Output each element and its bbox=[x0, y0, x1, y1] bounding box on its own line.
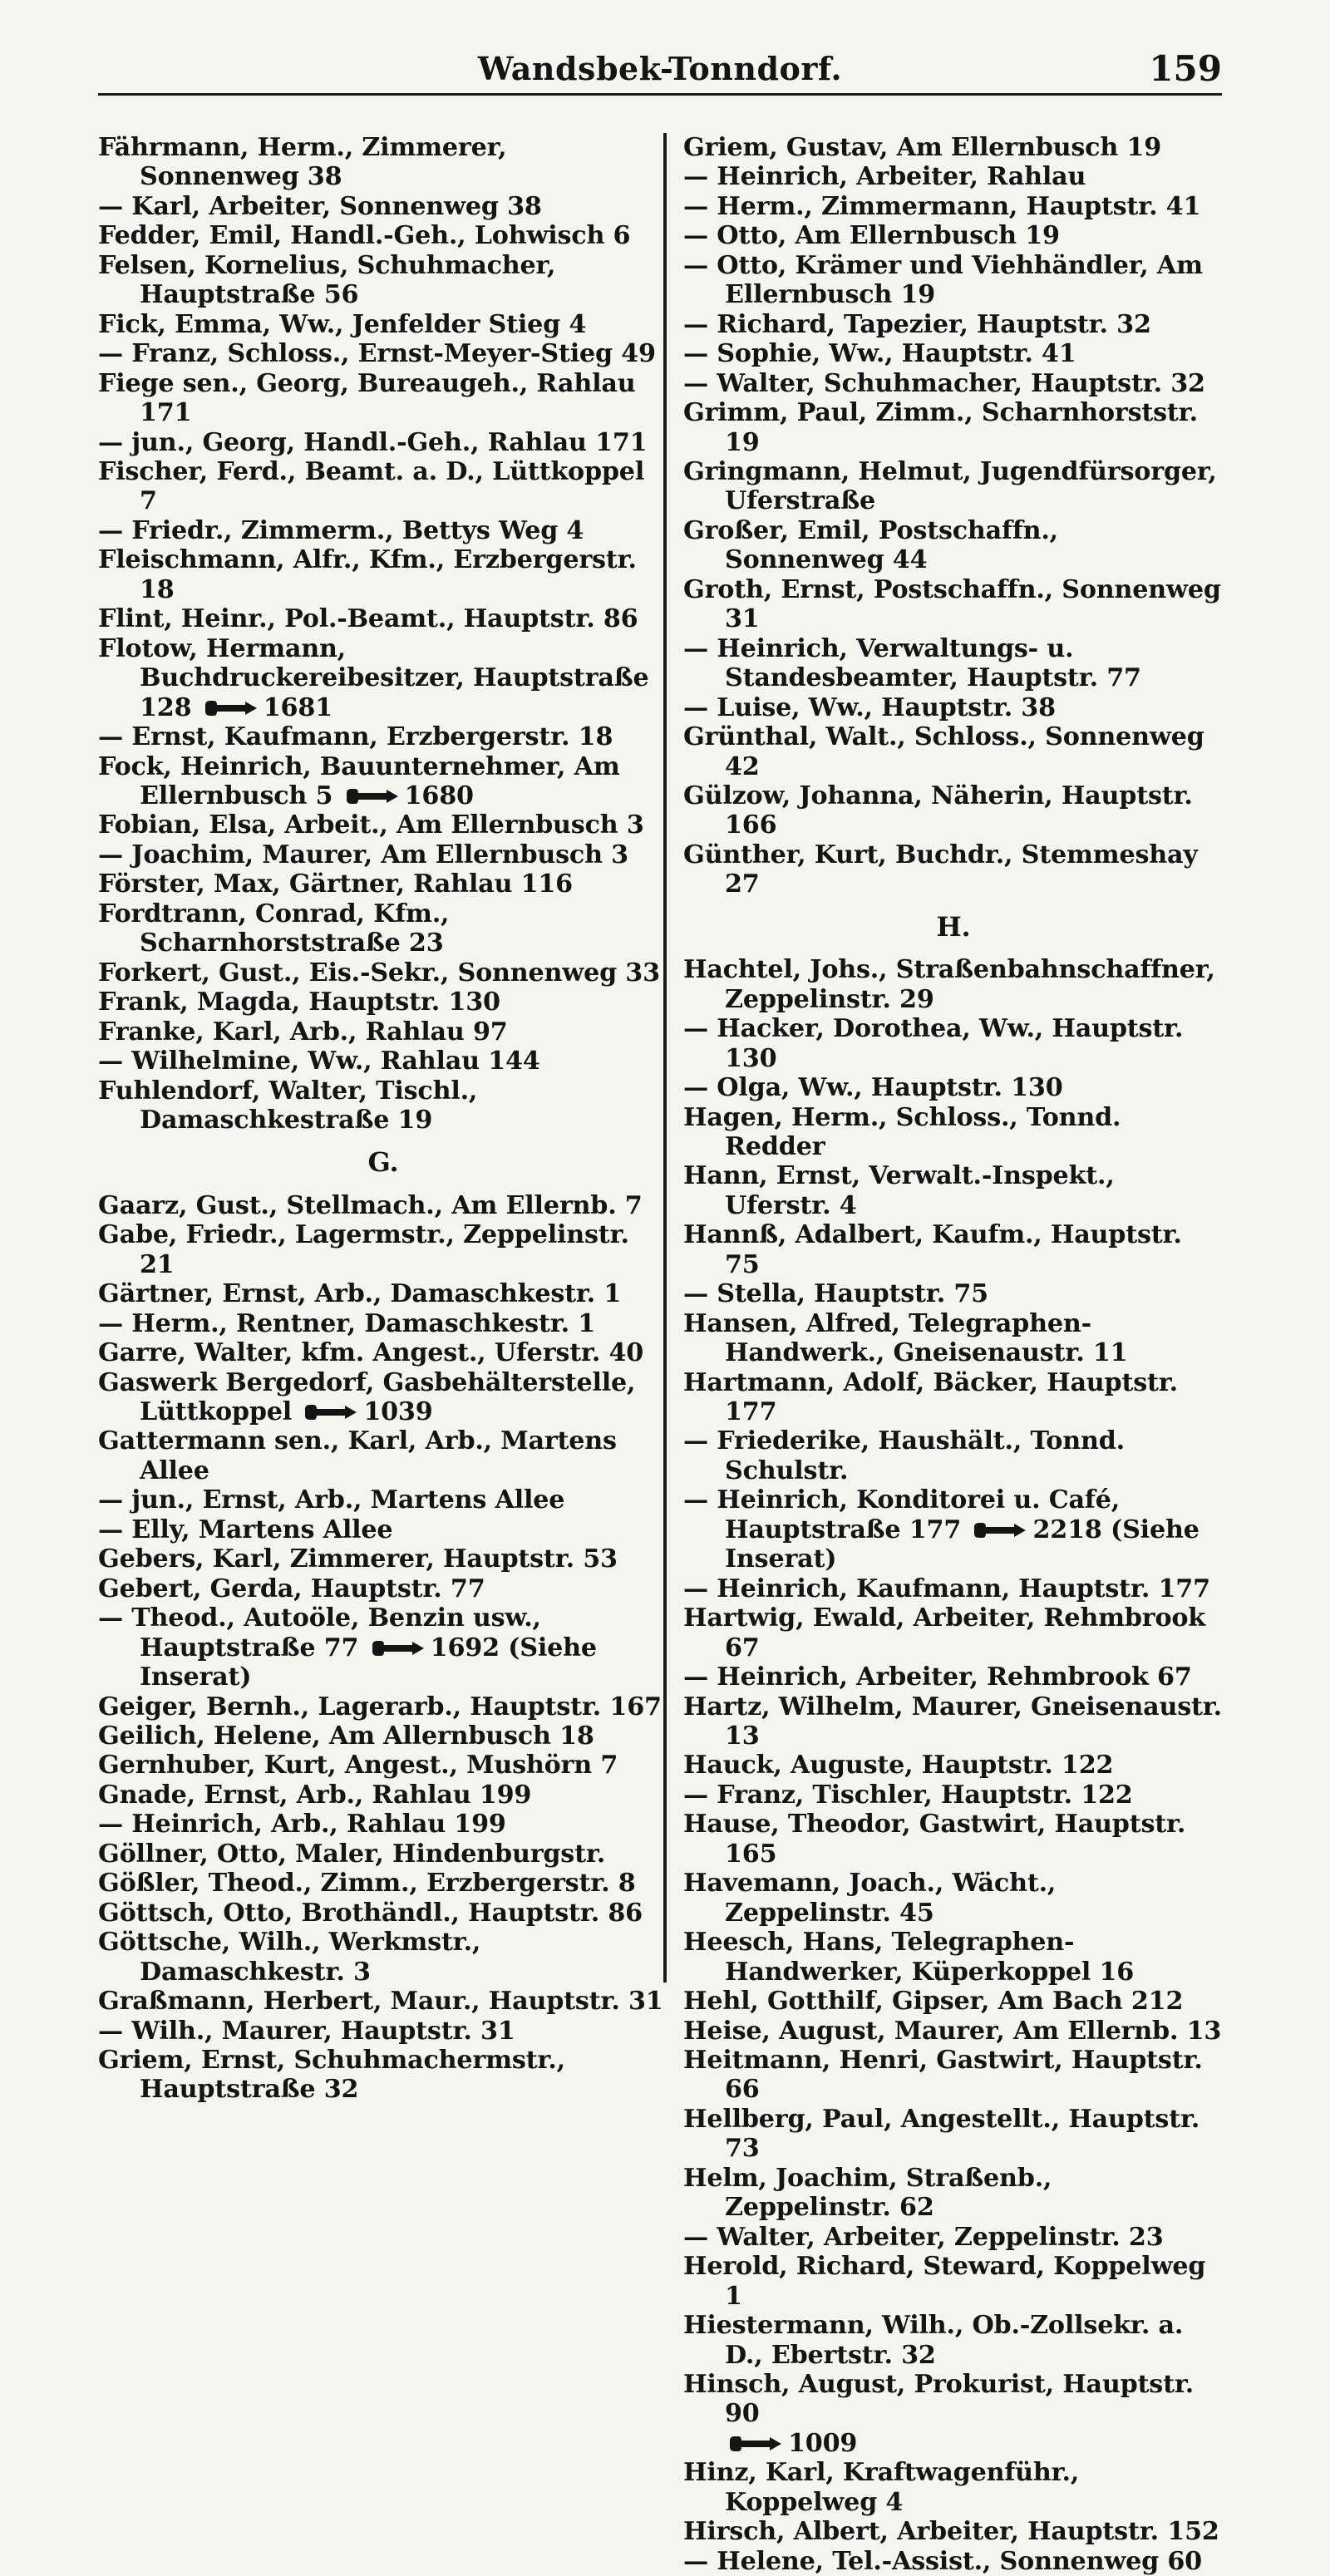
directory-entry bbox=[98, 1191, 668, 1220]
entry-text: Fischer, Ferd., Beamt. a. D., Lüttkoppel 7 bbox=[98, 456, 645, 516]
page-number: 159 bbox=[1149, 48, 1222, 89]
directory-entry bbox=[683, 634, 1224, 693]
directory-entry bbox=[683, 575, 1224, 634]
entry-text: — Walter, Arbeiter, Zeppelinstr. 23 bbox=[683, 2222, 1164, 2252]
telephone-hand-icon bbox=[303, 1402, 358, 1422]
directory-entry bbox=[98, 722, 668, 751]
entry-text: Hellberg, Paul, Angestellt., Hauptstr. 73 bbox=[683, 2104, 1200, 2164]
phone-reference bbox=[200, 693, 332, 722]
directory-entry bbox=[683, 955, 1224, 1014]
directory-entry bbox=[98, 1810, 668, 1839]
directory-entry bbox=[98, 1338, 668, 1367]
entry-text: Gernhuber, Kurt, Angest., Mushörn 7 bbox=[98, 1751, 618, 1781]
directory-entry bbox=[683, 1662, 1224, 1692]
entry-text: — jun., Ernst, Arb., Martens Allee bbox=[98, 1485, 565, 1515]
entry-text: — Franz, Tischler, Hauptstr. 122 bbox=[683, 1780, 1133, 1810]
entry-text: Fick, Emma, Ww., Jenfelder Stieg 4 bbox=[98, 309, 587, 339]
entry-text: Gebert, Gerda, Hauptstr. 77 bbox=[98, 1574, 485, 1603]
left-column bbox=[98, 133, 668, 2105]
entry-text: Göttsche, Wilh., Werkmstr., Damaschkestr. 3 bbox=[98, 1928, 481, 1987]
directory-entry bbox=[683, 192, 1224, 221]
directory-entry bbox=[683, 781, 1224, 840]
entry-text: Heesch, Hans, Telegraphen-Handwerker, Küperkoppel 16 bbox=[683, 1928, 1135, 1987]
directory-entry bbox=[98, 251, 668, 310]
directory-entry bbox=[98, 1603, 668, 1692]
directory-entry bbox=[98, 1368, 668, 1427]
directory-entry bbox=[683, 1928, 1224, 1987]
entry-text: — Herm., Rentner, Damaschkestr. 1 bbox=[98, 1308, 596, 1338]
entry-text: — Herm., Zimmermann, Hauptstr. 41 bbox=[683, 191, 1201, 221]
directory-entry bbox=[98, 869, 668, 899]
directory-entry bbox=[98, 221, 668, 250]
directory-entry bbox=[683, 1603, 1224, 1662]
entry-text: — Otto, Am Ellernbusch 19 bbox=[683, 221, 1060, 251]
directory-entry bbox=[98, 516, 668, 545]
entry-text: — Heinrich, Arb., Rahlau 199 bbox=[98, 1810, 506, 1840]
entry-text: — Heinrich, Kaufmann, Hauptstr. 177 bbox=[683, 1574, 1210, 1603]
directory-entry bbox=[683, 2370, 1224, 2458]
directory-entry bbox=[98, 958, 668, 988]
directory-entry bbox=[683, 2105, 1224, 2164]
entry-text: Flotow, Hermann, Buchdruckereibesitzer, Hauptstraße 128 bbox=[98, 633, 649, 722]
entry-text: Forkert, Gust., Eis.-Sekr., Sonnenweg 33 bbox=[98, 958, 660, 988]
entry-text: Heitmann, Henri, Gastwirt, Hauptstr. 66 bbox=[683, 2046, 1203, 2105]
entry-text: — Helene, Tel.-Assist., Sonnenweg 60 bbox=[683, 2546, 1202, 2576]
directory-entry bbox=[683, 369, 1224, 398]
entry-text: Fock, Heinrich, Bauunternehmer, Am Ellernbusch 5 bbox=[98, 751, 620, 810]
directory-entry bbox=[98, 1076, 668, 1135]
directory-entry bbox=[683, 722, 1224, 781]
entry-text: Hinsch, August, Prokurist, Hauptstr. 90 bbox=[683, 2369, 1195, 2429]
entry-text: Förster, Max, Gärtner, Rahlau 116 bbox=[98, 869, 573, 899]
directory-entry bbox=[683, 133, 1224, 162]
entry-text: Fleischmann, Alfr., Kfm., Erzbergerstr. 18 bbox=[98, 545, 637, 604]
directory-entry bbox=[683, 339, 1224, 368]
entry-text: Felsen, Kornelius, Schuhmacher, Hauptstraße 56 bbox=[98, 250, 556, 310]
entry-text: — Richard, Tapezier, Hauptstr. 32 bbox=[683, 309, 1151, 339]
entry-text: Gaswerk Bergedorf, Gasbehälterstelle, Lüttkoppel bbox=[98, 1367, 636, 1427]
directory-entry bbox=[98, 2017, 668, 2046]
directory-entry bbox=[683, 1103, 1224, 1162]
directory-entry bbox=[98, 1721, 668, 1751]
telephone-hand-icon bbox=[728, 2434, 783, 2454]
entry-text: Göllner, Otto, Maler, Hindenburgstr. bbox=[98, 1839, 606, 1869]
directory-entry bbox=[98, 310, 668, 339]
entry-text: Fordtrann, Conrad, Kfm., Scharnhorststraße 23 bbox=[98, 899, 450, 958]
directory-entry bbox=[98, 1751, 668, 1780]
directory-entry bbox=[98, 1220, 668, 1279]
directory-entry bbox=[98, 1515, 668, 1544]
entry-text: — jun., Georg, Handl.-Geh., Rahlau 171 bbox=[98, 427, 648, 457]
directory-entry bbox=[683, 2252, 1224, 2311]
phone-number: 1009 bbox=[788, 2428, 858, 2458]
directory-entry bbox=[683, 1987, 1224, 2016]
entry-text: Gabe, Friedr., Lagermstr., Zeppelinstr. 21 bbox=[98, 1220, 629, 1279]
directory-entry bbox=[98, 133, 668, 192]
entry-text: Hachtel, Johs., Straßenbahnschaffner, Zeppelinstr. 29 bbox=[683, 955, 1215, 1014]
entry-text: — Heinrich, Arbeiter, Rehmbrook 67 bbox=[683, 1662, 1192, 1692]
entry-text: Grimm, Paul, Zimm., Scharnhorststr. 19 bbox=[683, 398, 1198, 457]
phone-reference bbox=[725, 2429, 857, 2458]
entry-text: Flint, Heinr., Pol.-Beamt., Hauptstr. 86 bbox=[98, 604, 638, 634]
entry-text: — Heinrich, Verwaltungs- u. Standesbeamter, Hauptstr. 77 bbox=[683, 633, 1141, 693]
directory-entry bbox=[98, 1544, 668, 1574]
directory-entry bbox=[98, 899, 668, 958]
directory-entry bbox=[98, 545, 668, 604]
entry-text: — Theod., Autoöle, Benzin usw., Hauptstraße 77 bbox=[98, 1603, 541, 1662]
directory-entry bbox=[683, 2547, 1224, 2576]
entry-text: Gattermann sen., Karl, Arb., Martens Allee bbox=[98, 1426, 617, 1485]
entry-text: Helm, Joachim, Straßenb., Zeppelinstr. 62 bbox=[683, 2163, 1052, 2223]
entry-text: Griem, Gustav, Am Ellernbusch 19 bbox=[683, 133, 1162, 162]
directory-entry bbox=[683, 693, 1224, 722]
directory-entry bbox=[98, 339, 668, 368]
directory-entry bbox=[683, 1368, 1224, 1427]
directory-entry bbox=[98, 1309, 668, 1338]
entry-text: — Stella, Hauptstr. 75 bbox=[683, 1279, 988, 1309]
telephone-hand-icon bbox=[204, 698, 259, 718]
entry-text: — Ernst, Kaufmann, Erzbergerstr. 18 bbox=[98, 722, 613, 752]
directory-entry bbox=[98, 988, 668, 1017]
phone-number: 1039 bbox=[363, 1397, 433, 1427]
entry-text: Hirsch, Albert, Arbeiter, Hauptstr. 152 bbox=[683, 2517, 1219, 2547]
entry-text: Graßmann, Herbert, Maur., Hauptstr. 31 bbox=[98, 1987, 663, 2017]
directory-entry bbox=[98, 604, 668, 633]
directory-entry bbox=[683, 221, 1224, 250]
phone-reference bbox=[969, 1515, 1101, 1544]
entry-text: Hartz, Wilhelm, Maurer, Gneisenaustr. 13 bbox=[683, 1692, 1222, 1751]
entry-text: Großer, Emil, Postschaffn., Sonnenweg 44 bbox=[683, 515, 1058, 575]
entry-text: Hartmann, Adolf, Bäcker, Hauptstr. 177 bbox=[683, 1367, 1178, 1427]
directory-entry bbox=[683, 1161, 1224, 1220]
directory-entry bbox=[683, 1220, 1224, 1279]
entry-text: Hann, Ernst, Verwalt.-Inspekt., Uferstr. 4 bbox=[683, 1161, 1115, 1220]
directory-entry bbox=[683, 2517, 1224, 2546]
directory-entry bbox=[98, 1485, 668, 1515]
phone-number: 1681 bbox=[263, 692, 332, 722]
directory-entry bbox=[98, 752, 668, 811]
directory-entry bbox=[683, 1574, 1224, 1603]
entry-text: — Joachim, Maurer, Am Ellernbusch 3 bbox=[98, 840, 628, 869]
entry-text: — Walter, Schuhmacher, Hauptstr. 32 bbox=[683, 368, 1205, 398]
directory-entry bbox=[683, 398, 1224, 457]
directory-entry bbox=[683, 1869, 1224, 1928]
phone-number: 1692 bbox=[430, 1633, 500, 1662]
directory-entry bbox=[98, 428, 668, 457]
entry-text: Fiege sen., Georg, Bureaugeh., Rahlau 171 bbox=[98, 368, 636, 428]
entry-text: Gärtner, Ernst, Arb., Damaschkestr. 1 bbox=[98, 1279, 622, 1309]
directory-entry bbox=[98, 369, 668, 428]
entry-text: Herold, Richard, Steward, Koppelweg 1 bbox=[683, 2252, 1206, 2311]
directory-entry bbox=[683, 1014, 1224, 1073]
phone-number: 2218 bbox=[1032, 1515, 1102, 1544]
entry-text: Hehl, Gotthilf, Gipser, Am Bach 212 bbox=[683, 1987, 1184, 2017]
entry-text: Gebers, Karl, Zimmerer, Hauptstr. 53 bbox=[98, 1544, 618, 1574]
directory-entry bbox=[98, 1279, 668, 1308]
directory-entry bbox=[98, 1928, 668, 1987]
directory-entry bbox=[683, 1810, 1224, 1869]
entry-text: — Hacker, Dorothea, Ww., Hauptstr. 130 bbox=[683, 1014, 1184, 1073]
entry-text: Hannß, Adalbert, Kaufm., Hauptstr. 75 bbox=[683, 1220, 1182, 1279]
entry-text: — Sophie, Ww., Hauptstr. 41 bbox=[683, 339, 1076, 369]
entry-text: Günther, Kurt, Buchdr., Stemmeshay 27 bbox=[683, 840, 1198, 899]
entry-text: — Olga, Ww., Hauptstr. 130 bbox=[683, 1073, 1063, 1103]
directory-entry bbox=[683, 162, 1224, 191]
entry-text: Hartwig, Ewald, Arbeiter, Rehmbrook 67 bbox=[683, 1603, 1206, 1662]
entry-text: Geilich, Helene, Am Allernbusch 18 bbox=[98, 1721, 594, 1751]
entry-text: — Franz, Schloss., Ernst-Meyer-Stieg 49 bbox=[98, 339, 656, 369]
entry-text: Garre, Walter, kfm. Angest., Uferstr. 40 bbox=[98, 1338, 644, 1368]
page-header bbox=[98, 47, 1222, 96]
phone-reference bbox=[300, 1397, 432, 1426]
see-advertisement-note: (Siehe Inserat) bbox=[140, 1633, 597, 1692]
telephone-hand-icon bbox=[973, 1520, 1027, 1540]
entry-text: Heise, August, Maurer, Am Ellernb. 13 bbox=[683, 2016, 1222, 2046]
directory-entry bbox=[98, 1899, 668, 1928]
entry-text: — Karl, Arbeiter, Sonnenweg 38 bbox=[98, 191, 542, 221]
entry-text: Franke, Karl, Arb., Rahlau 97 bbox=[98, 1017, 508, 1047]
entry-text: Groth, Ernst, Postschaffn., Sonnenweg 31 bbox=[683, 574, 1221, 634]
entry-text: Göttsch, Otto, Brothändl., Hauptstr. 86 bbox=[98, 1898, 643, 1928]
directory-entry bbox=[683, 1692, 1224, 1751]
entry-text: Hause, Theodor, Gastwirt, Hauptstr. 165 bbox=[683, 1810, 1186, 1869]
entry-text: Griem, Ernst, Schuhmachermstr., Hauptstraße 32 bbox=[98, 2046, 565, 2105]
directory-entry bbox=[683, 457, 1224, 516]
telephone-hand-icon bbox=[345, 786, 400, 806]
directory-entry bbox=[98, 1574, 668, 1603]
entry-text: Gülzow, Johanna, Näherin, Hauptstr. 166 bbox=[683, 781, 1193, 840]
entry-text: Fährmann, Herm., Zimmerer, Sonnenweg 38 bbox=[98, 133, 507, 192]
entry-text: Geiger, Bernh., Lagerarb., Hauptstr. 167 bbox=[98, 1692, 662, 1721]
directory-entry bbox=[98, 1987, 668, 2016]
phone-reference bbox=[342, 781, 474, 810]
directory-entry bbox=[683, 310, 1224, 339]
entry-text: Gnade, Ernst, Arb., Rahlau 199 bbox=[98, 1780, 532, 1810]
directory-entry bbox=[683, 1426, 1224, 1485]
entry-text: — Wilh., Maurer, Hauptstr. 31 bbox=[98, 2016, 515, 2046]
section-letter: H. bbox=[936, 910, 971, 943]
directory-entry bbox=[683, 2311, 1224, 2370]
entry-text: — Friederike, Haushält., Tonnd. Schulstr. bbox=[683, 1426, 1125, 1485]
entry-text: Fobian, Elsa, Arbeit., Am Ellernbusch 3 bbox=[98, 810, 644, 840]
entry-text: — Luise, Ww., Hauptstr. 38 bbox=[683, 692, 1056, 722]
directory-entry bbox=[683, 1751, 1224, 1780]
directory-entry bbox=[98, 634, 668, 722]
phone-reference bbox=[367, 1633, 500, 1662]
directory-entry bbox=[683, 1279, 1224, 1308]
directory-entry bbox=[683, 2164, 1224, 2223]
directory-entry bbox=[683, 2017, 1224, 2046]
entry-text: Hiestermann, Wilh., Ob.-Zollsekr. a. D., Ebertstr. 32 bbox=[683, 2311, 1184, 2370]
entry-text: Hansen, Alfred, Telegraphen-Handwerk., Gneisenaustr. 11 bbox=[683, 1308, 1128, 1368]
phone-number: 1680 bbox=[404, 781, 474, 810]
directory-entry bbox=[683, 2046, 1224, 2105]
directory-entry bbox=[683, 840, 1224, 899]
directory-entry bbox=[683, 1309, 1224, 1368]
directory-entry bbox=[98, 1869, 668, 1898]
right-column bbox=[683, 133, 1224, 2576]
directory-entry bbox=[683, 1073, 1224, 1102]
directory-entry bbox=[683, 516, 1224, 575]
entry-text: Gößler, Theod., Zimm., Erzbergerstr. 8 bbox=[98, 1869, 636, 1899]
directory-entry bbox=[98, 1047, 668, 1076]
entry-text: — Otto, Krämer und Viehhändler, Am Ellernbusch 19 bbox=[683, 250, 1203, 310]
entry-text: — Wilhelmine, Ww., Rahlau 144 bbox=[98, 1047, 540, 1076]
entry-text: — Elly, Martens Allee bbox=[98, 1515, 393, 1544]
entry-text: Hauck, Auguste, Hauptstr. 122 bbox=[683, 1751, 1114, 1781]
see-advertisement-note: (Siehe Inserat) bbox=[725, 1515, 1199, 1574]
entry-text: Hagen, Herm., Schloss., Tonnd. Redder bbox=[683, 1102, 1121, 1161]
directory-entry bbox=[98, 1426, 668, 1485]
entry-text: Gringmann, Helmut, Jugendfürsorger, Uferstraße bbox=[683, 456, 1217, 516]
entry-text: Havemann, Joach., Wächt., Zeppelinstr. 45 bbox=[683, 1869, 1057, 1928]
directory-entry bbox=[98, 2046, 668, 2105]
directory-entry bbox=[98, 840, 668, 869]
entry-text: — Heinrich, Arbeiter, Rahlau bbox=[683, 162, 1086, 192]
directory-entry bbox=[98, 192, 668, 221]
entry-text: Hinz, Karl, Kraftwagenführ., Koppelweg 4 bbox=[683, 2458, 1080, 2517]
running-title: Wandsbek-Tonndorf. bbox=[477, 50, 843, 87]
telephone-hand-icon bbox=[371, 1638, 426, 1658]
directory-entry bbox=[98, 1692, 668, 1721]
entry-text: — Friedr., Zimmerm., Bettys Weg 4 bbox=[98, 515, 584, 545]
directory-entry bbox=[98, 1017, 668, 1047]
entry-text: Gaarz, Gust., Stellmach., Am Ellernb. 7 bbox=[98, 1190, 643, 1220]
directory-entry bbox=[98, 457, 668, 516]
entry-text: Fuhlendorf, Walter, Tischl., Damaschkestraße 19 bbox=[98, 1076, 478, 1135]
directory-entry bbox=[683, 1485, 1224, 1574]
header-rule bbox=[98, 93, 1222, 96]
section-letter: G. bbox=[367, 1146, 399, 1179]
directory-entry bbox=[98, 1781, 668, 1810]
directory-entry bbox=[683, 2223, 1224, 2252]
directory-entry bbox=[683, 2458, 1224, 2517]
directory-entry bbox=[98, 1840, 668, 1869]
entry-text: Fedder, Emil, Handl.-Geh., Lohwisch 6 bbox=[98, 221, 631, 251]
column-divider bbox=[663, 133, 667, 1982]
directory-entry bbox=[683, 251, 1224, 310]
entry-text: — Heinrich, Konditorei u. Café, Hauptstraße 177 bbox=[683, 1485, 1121, 1544]
entry-text: Grünthal, Walt., Schloss., Sonnenweg 42 bbox=[683, 722, 1204, 781]
entry-text: Frank, Magda, Hauptstr. 130 bbox=[98, 988, 500, 1017]
directory-entry bbox=[98, 810, 668, 840]
directory-entry bbox=[683, 1781, 1224, 1810]
